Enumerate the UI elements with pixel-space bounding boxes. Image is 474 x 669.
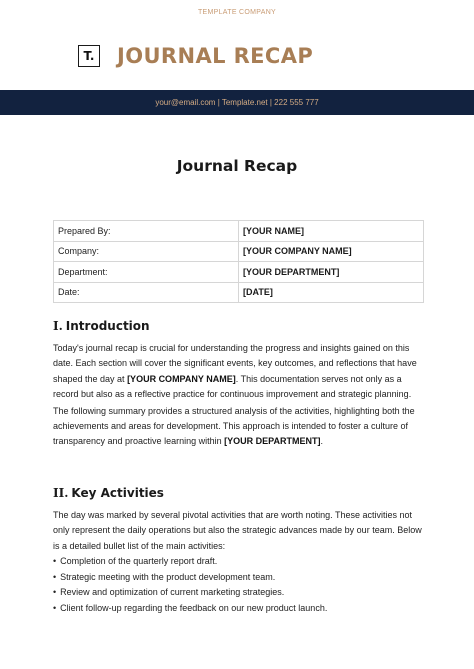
- paragraph: The day was marked by several pivotal activities that are worth noting. These activities not only represent the daily operations but also the strategic advances made by our team. Below is a detailed bullet list of the main activities:: [53, 510, 422, 551]
- info-label: Department:: [54, 262, 239, 283]
- logo-icon: T.: [78, 45, 100, 67]
- info-value: [YOUR NAME]: [239, 221, 424, 242]
- section-heading: [53, 319, 423, 333]
- table-row: [54, 262, 424, 283]
- activities-list: [53, 554, 423, 616]
- list-item: • Strategic meeting with the product development team.: [53, 570, 423, 586]
- paragraph-text: .: [320, 436, 323, 447]
- key-activities-section: [53, 486, 423, 617]
- introduction-section: [53, 319, 423, 450]
- info-value: [YOUR DEPARTMENT]: [239, 262, 424, 283]
- section-heading: [53, 486, 423, 500]
- section-numeral: II.: [53, 486, 69, 500]
- list-item: • Client follow-up regarding the feedback on our new product launch.: [53, 601, 423, 617]
- brand-header: [78, 42, 313, 70]
- paragraph: [53, 341, 423, 403]
- department-placeholder: [YOUR DEPARTMENT]: [224, 436, 321, 447]
- list-item: • Review and optimization of current marketing strategies.: [53, 585, 423, 601]
- brand-title: JOURNAL RECAP: [117, 44, 314, 68]
- info-label: Company:: [54, 241, 239, 262]
- info-label: Prepared By:: [54, 221, 239, 242]
- paragraph: [53, 404, 423, 450]
- section-title: Key Activities: [71, 486, 164, 500]
- list-item: • Completion of the quarterly report draft.: [53, 554, 423, 570]
- info-value: [DATE]: [239, 282, 424, 303]
- contact-bar: [0, 90, 474, 115]
- info-table: [53, 220, 424, 303]
- table-row: [54, 282, 424, 303]
- company-name: TEMPLATE COMPANY: [197, 9, 277, 16]
- paragraph-text: The following summary provides a structured analysis of the activities, highlighting both the achievements and areas for development. This approach is intended to foster a culture of transparency and proactive learning within: [53, 405, 415, 447]
- section-numeral: I.: [53, 319, 63, 333]
- paragraph-text: Today's journal recap is crucial for understanding the progress and insights gained on this date. Each section will cover the significant events, key outcomes, and reflections that have shaped the day at: [53, 343, 417, 384]
- info-label: Date:: [54, 282, 239, 303]
- paragraph-text: . This documentation serves not only as a record but also as a reflective practice for continuous improvement and strategic planning.: [53, 373, 412, 400]
- company-placeholder: [YOUR COMPANY NAME]: [127, 373, 236, 384]
- info-value: [YOUR COMPANY NAME]: [239, 241, 424, 262]
- section-title: Introduction: [65, 319, 150, 333]
- table-row: [54, 241, 424, 262]
- table-row: [54, 221, 424, 242]
- document-title: Journal Recap: [176, 157, 298, 175]
- contact-info: your@email.com | Template.net | 222 555 777: [155, 98, 319, 107]
